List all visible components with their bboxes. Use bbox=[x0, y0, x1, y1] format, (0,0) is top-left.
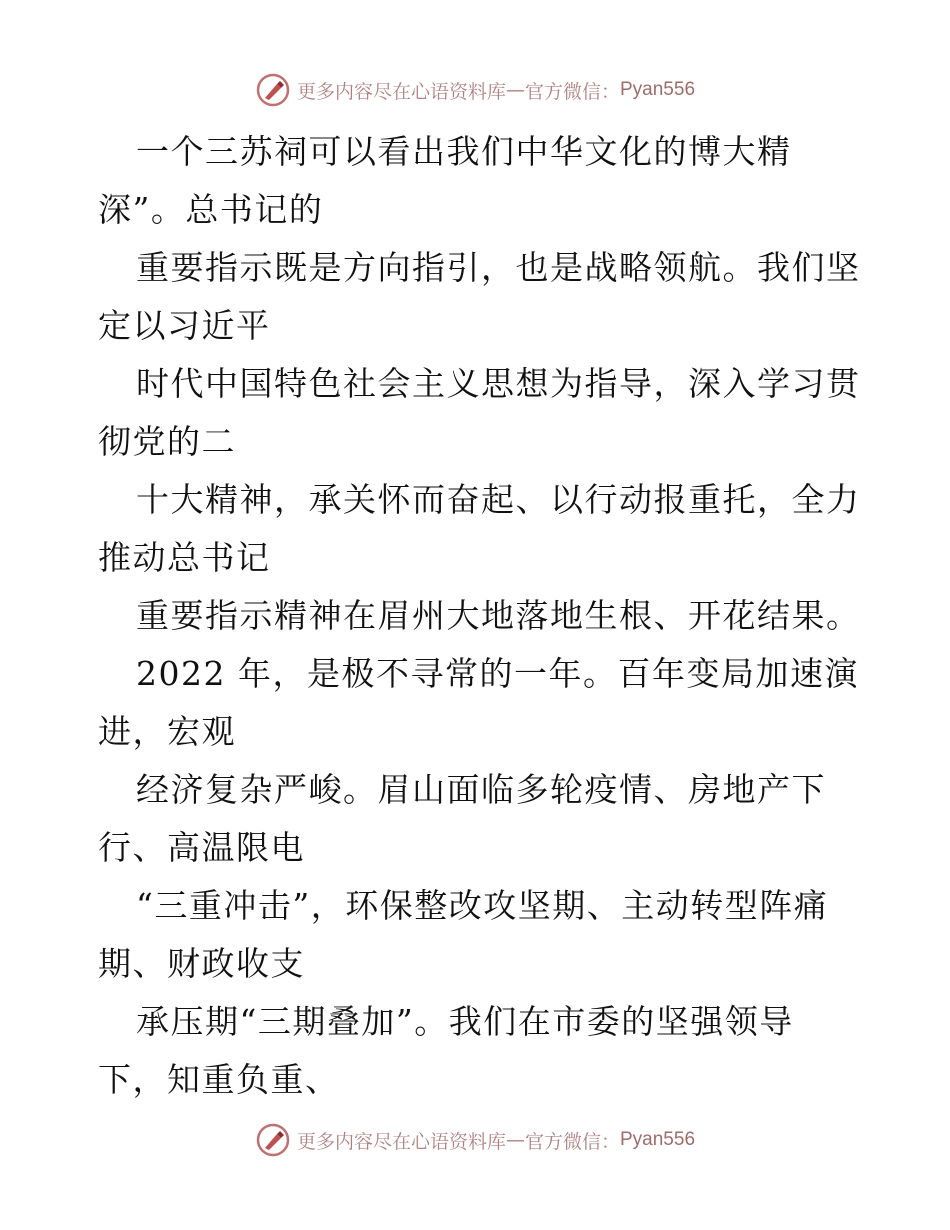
header-watermark-banner bbox=[0, 70, 950, 110]
document-body bbox=[98, 123, 861, 1109]
paragraph-line: 期、财政收支 bbox=[98, 944, 305, 983]
banner-wechat-label: 官方微信： bbox=[524, 1130, 620, 1153]
banner-wechat-id: Pyan556 bbox=[620, 79, 696, 100]
paragraph-line: 彻党的二 bbox=[98, 422, 236, 461]
pen-nib-logo-icon bbox=[255, 72, 291, 108]
paragraph-line: 经济复杂严峻。眉山面临多轮疫情、房地产下 bbox=[136, 770, 826, 809]
paragraph-line: 重要指示精神在眉州大地落地生根、开花结果。 bbox=[136, 596, 861, 635]
paragraph-line: 进，宏观 bbox=[98, 712, 236, 751]
banner-separator: — bbox=[505, 79, 525, 101]
paragraph-line: “三重冲击”，环保整改攻坚期、主动转型阵痛 bbox=[136, 886, 829, 925]
banner-brand-text: 更多内容尽在心语资料库 bbox=[296, 80, 506, 103]
banner-wechat-id: Pyan556 bbox=[620, 1129, 696, 1150]
paragraph-line: 十大精神，承关怀而奋起、以行动报重托，全力 bbox=[136, 480, 861, 519]
footer-watermark-banner bbox=[0, 1120, 950, 1160]
paragraph-line: 推动总书记 bbox=[98, 538, 271, 577]
paragraph-line: 定以习近平 bbox=[98, 306, 271, 345]
banner-wechat-label: 官方微信： bbox=[524, 80, 620, 103]
paragraph-line: 重要指示既是方向指引，也是战略领航。我们坚 bbox=[136, 248, 861, 287]
paragraph-line: 行、高温限电 bbox=[98, 828, 305, 867]
paragraph-line: 2022 年，是极不寻常的一年。百年变局加速演 bbox=[136, 654, 859, 693]
banner-brand-text: 更多内容尽在心语资料库 bbox=[296, 1130, 506, 1153]
paragraph-line: 时代中国特色社会主义思想为指导，深入学习贯 bbox=[136, 364, 861, 403]
paragraph-line: 承压期“三期叠加”。我们在市委的坚强领导 bbox=[136, 1002, 794, 1041]
paragraph-line: 下，知重负重、 bbox=[98, 1060, 340, 1099]
pen-nib-logo-icon bbox=[255, 1122, 291, 1158]
paragraph-line: 深”。总书记的 bbox=[98, 190, 324, 229]
banner-separator: — bbox=[505, 1129, 525, 1151]
paragraph-line: 一个三苏祠可以看出我们中华文化的博大精 bbox=[136, 132, 792, 171]
